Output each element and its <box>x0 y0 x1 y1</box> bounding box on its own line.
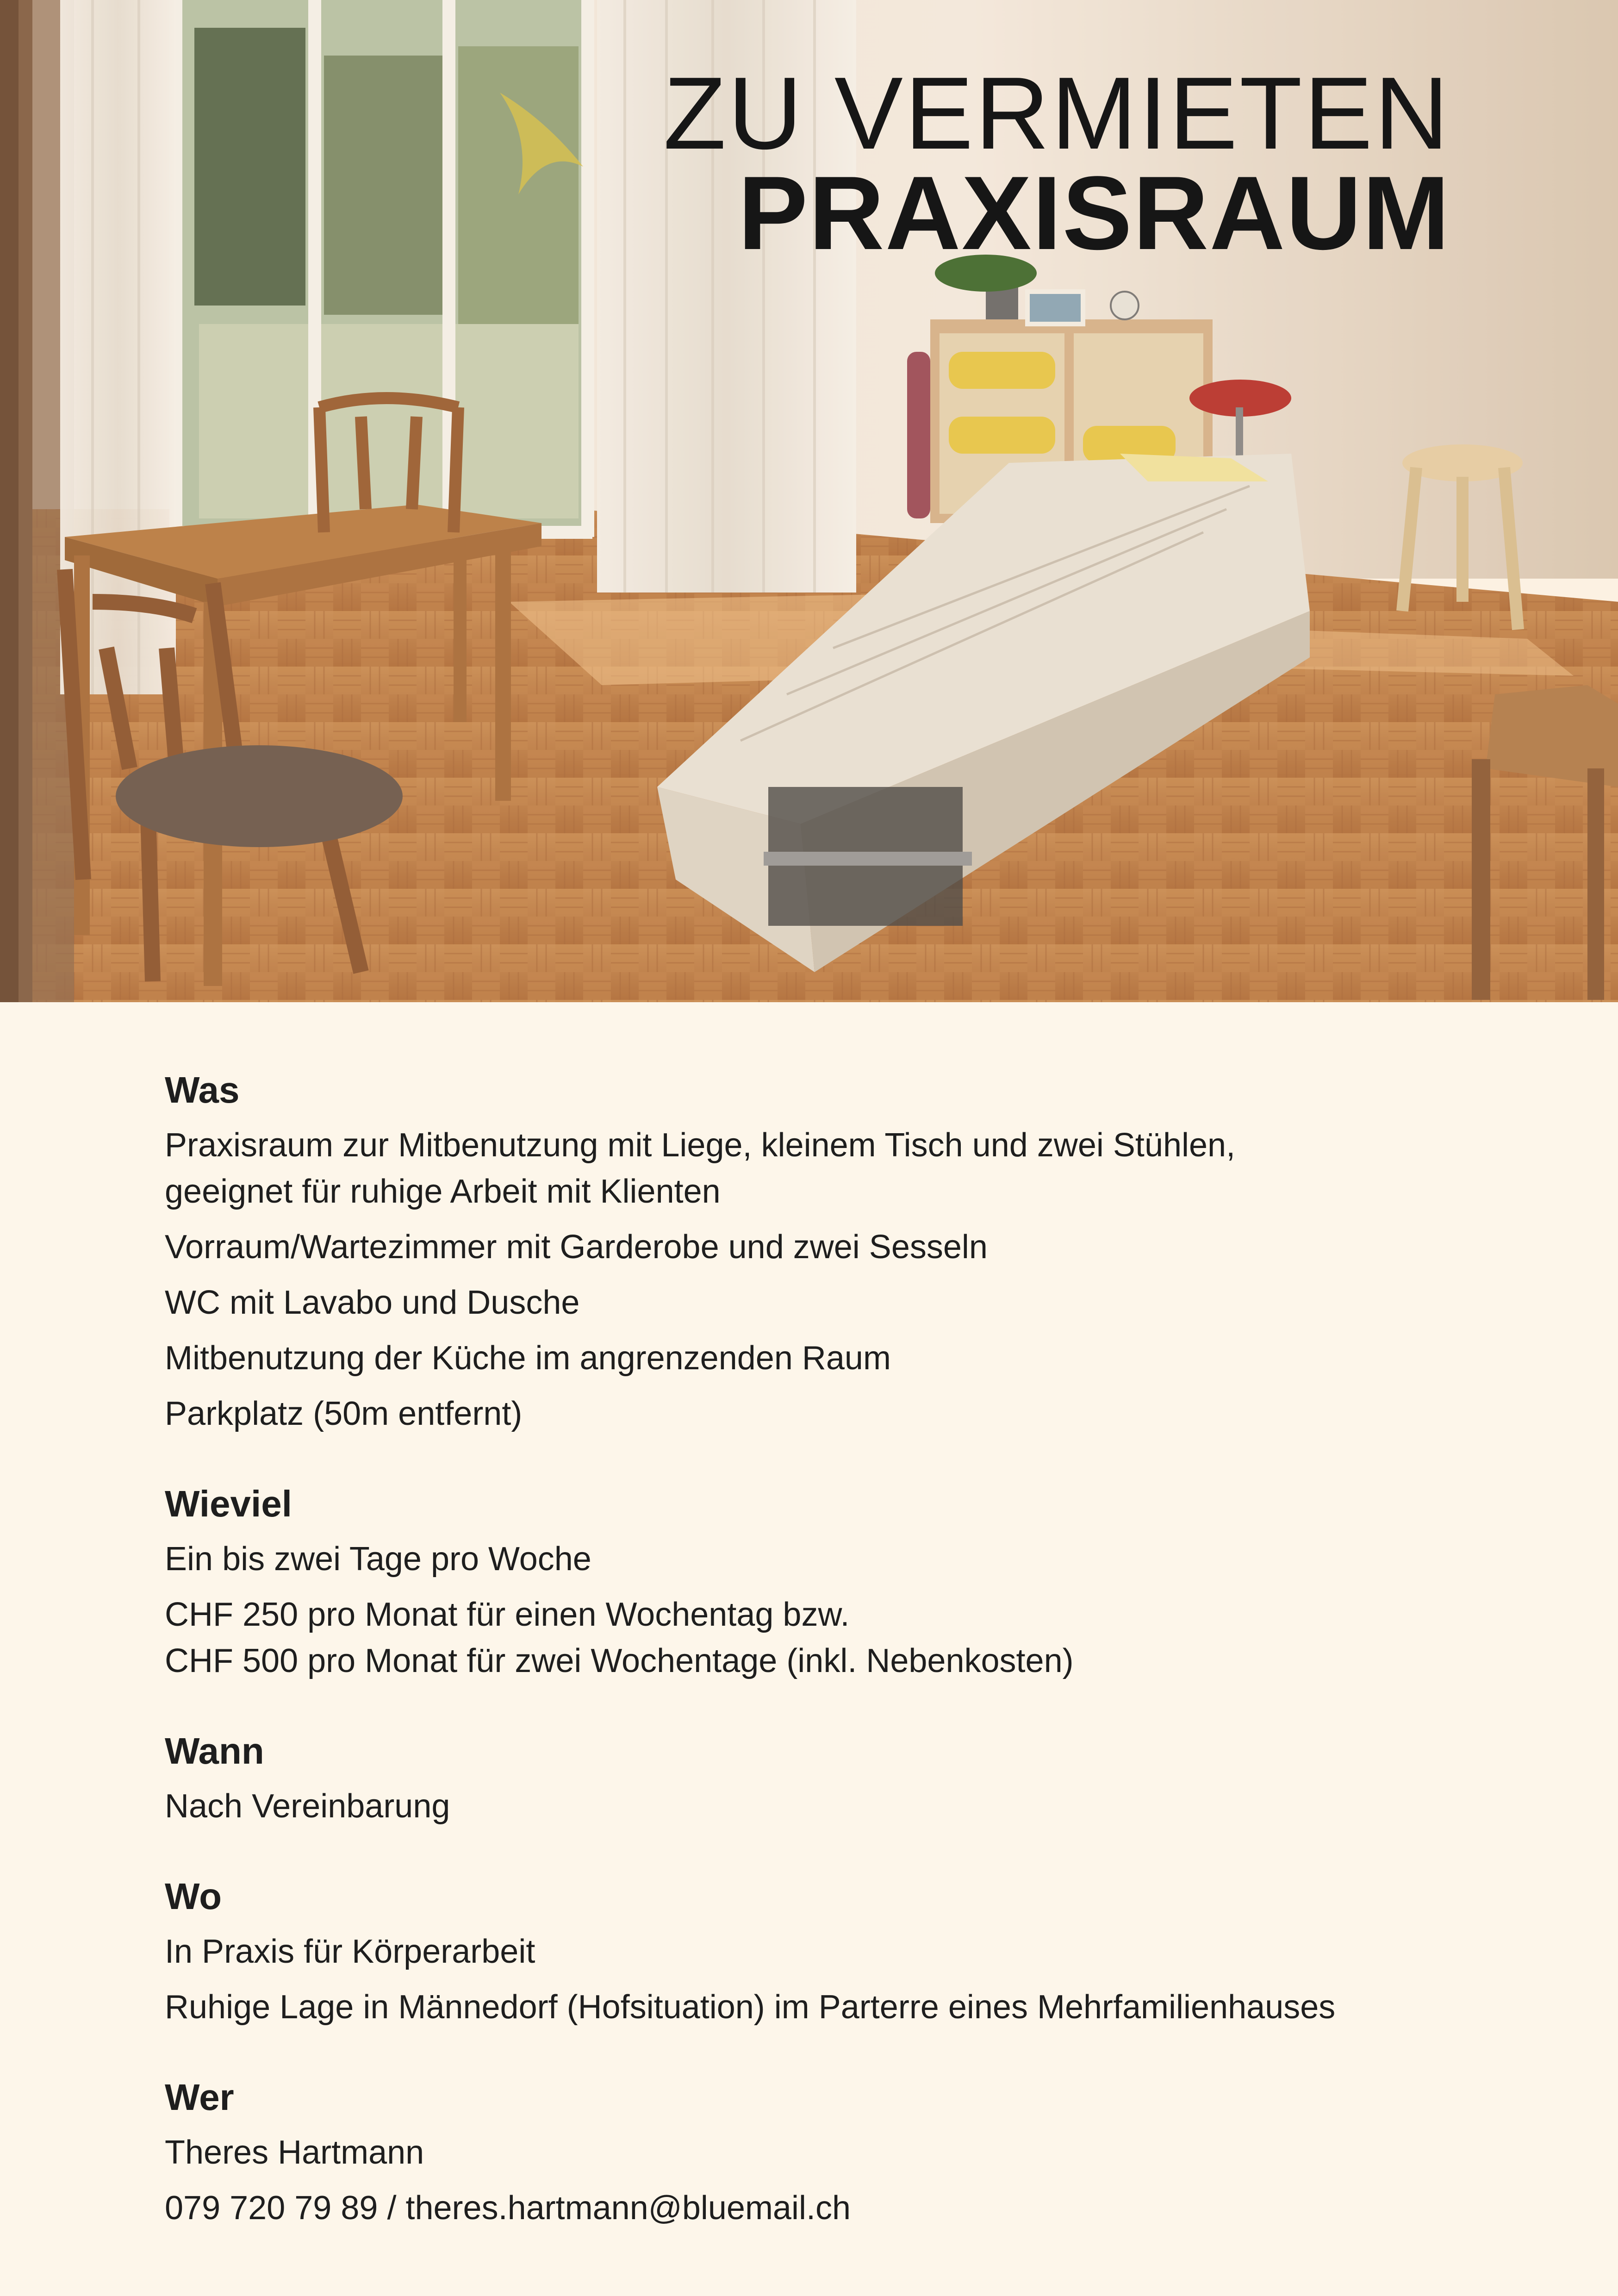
wo-line: Ruhige Lage in Männedorf (Hofsituation) im Parterre eines Mehrfamilienhauses <box>165 1989 1336 2026</box>
section-was <box>165 1065 1507 1437</box>
wieviel-line: CHF 500 pro Monat für zwei Wochentage (inkl. Nebenkosten) <box>165 1642 1074 1679</box>
section-title-was: Was <box>165 1069 240 1111</box>
section-wieviel <box>165 1479 1507 1684</box>
contact-phone-email[interactable]: 079 720 79 89 / theres.hartmann@bluemail.ch <box>165 2190 851 2227</box>
headline-zu-vermieten: ZU VERMIETEN <box>663 56 1450 171</box>
was-line: Vorraum/Wartezimmer mit Garderobe und zwei Sesseln <box>165 1229 988 1266</box>
section-title-wer: Wer <box>165 2077 234 2118</box>
was-line: Praxisraum zur Mitbenutzung mit Liege, kleinem Tisch und zwei Stühlen, <box>165 1127 1236 1164</box>
wieviel-line: Ein bis zwei Tage pro Woche <box>165 1541 591 1578</box>
headline-praxisraum: PRAXISRAUM <box>738 154 1450 271</box>
listing-details <box>165 1065 1507 2273</box>
wieviel-line: CHF 250 pro Monat für einen Wochentag bzw. <box>165 1596 850 1633</box>
was-line: Parkplatz (50m entfernt) <box>165 1395 523 1432</box>
contact-name: Theres Hartmann <box>165 2134 424 2171</box>
wo-line: In Praxis für Körperarbeit <box>165 1933 535 1970</box>
section-wer <box>165 2072 1507 2231</box>
was-line: Mitbenutzung der Küche im angrenzenden Raum <box>165 1340 891 1377</box>
section-wann <box>165 1726 1507 1829</box>
section-title-wieviel: Wieviel <box>165 1483 292 1524</box>
section-title-wann: Wann <box>165 1730 264 1772</box>
section-wo <box>165 1871 1507 2030</box>
was-line: WC mit Lavabo und Dusche <box>165 1284 580 1321</box>
was-line: geeignet für ruhige Arbeit mit Klienten <box>165 1173 721 1210</box>
section-title-wo: Wo <box>165 1876 222 1917</box>
wann-line: Nach Vereinbarung <box>165 1788 450 1825</box>
